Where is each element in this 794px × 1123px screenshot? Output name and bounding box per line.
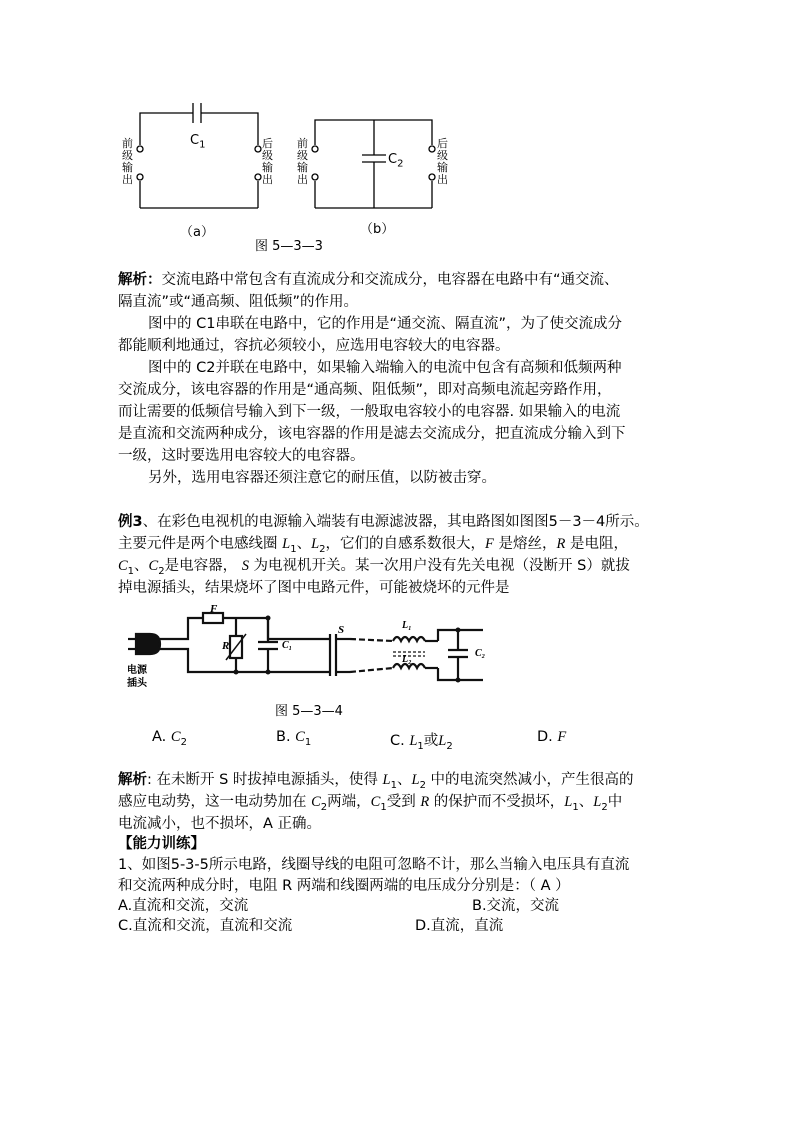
analysis1-line8: 是直流和交流两种成分，该电容器的作用是滤去交流成分，把直流成分输入到下 — [118, 426, 626, 442]
analysis1-line2: 隔直流”或“通高频、阻低频”的作用。 — [118, 294, 359, 310]
c2-label: C₂ — [475, 648, 486, 659]
l1-label: L₁ — [402, 620, 412, 631]
plug-label: 电源 — [127, 665, 147, 676]
question1-option-d: D.直流，直流 — [415, 918, 504, 934]
l2-label: L₂ — [402, 654, 412, 665]
analysis2-line1: 解析: 在未断开 S 时拔掉电源插头，使得 $L_1$、$L_2$ 中的电流突然减小，产生很高的 — [118, 772, 634, 791]
caption-a: （a） — [180, 225, 214, 240]
option-d: D. F — [537, 729, 567, 745]
analysis1-line9: 一级，这时要选用电容较大的电容器。 — [118, 448, 365, 464]
example3-line1: 例3、在彩色电视机的电源输入端装有电源滤波器，其电路图如图图5－3－4所示。 — [118, 514, 649, 530]
switch-label: S — [338, 624, 345, 636]
plug-label-2: 插头 — [127, 678, 147, 689]
analysis2-line2: 感应电动势，这一电动势加在 $C_2$两端，$C_1$受到 R 的保护而不受损坏，$L_1$、$L_2$中 — [118, 794, 623, 813]
question1-option-a: A.直流和交流，交流 — [118, 898, 249, 914]
option-b: B. $C_1$ — [276, 729, 312, 748]
option-c: C. $L_1$或$L_2$ — [390, 733, 453, 752]
analysis1-line7: 而让需要的低频信号输入到下一级，一般取电容较小的电容器. 如果输入的电流 — [118, 404, 621, 420]
example3-line3: $C_1$、$C_2$是电容器， S 为电视机开关。某一次用户没有先关电视（没断开 S）就拔 — [118, 558, 630, 577]
output-label-a: 后级输出 — [262, 137, 273, 186]
fuse-label: F — [210, 603, 218, 615]
figure-5-3-4 — [118, 604, 486, 690]
question1-option-c: C.直流和交流，直流和交流 — [118, 918, 293, 934]
option-a: A. $C_2$ — [152, 729, 187, 748]
input-label-a: 前级输出 — [122, 137, 133, 186]
capacitor-c2-label: $C_2$ — [388, 152, 404, 170]
figure-5-3-3 — [118, 98, 463, 258]
analysis1-line6: 交流成分，该电容器的作用是“通高频、阻低频”，即对高频电流起旁路作用， — [118, 382, 612, 398]
analysis1-line1: 解析：交流电路中常包含有直流成分和交流成分，电容器在电路中有“通交流、 — [118, 272, 619, 288]
question1-line1: 1、如图5-3-5所示电路，线圈导线的电阻可忽略不计，那么当输入电压具有直流 — [118, 857, 630, 873]
caption-b: （b） — [360, 222, 395, 237]
figure-caption-5-3-3: 图 5—3—3 — [255, 239, 323, 254]
input-label-b: 前级输出 — [297, 137, 308, 186]
analysis2-line3: 电流减小，也不损坏，A 正确。 — [118, 816, 322, 832]
analysis1-line3: 图中的 C1串联在电路中，它的作用是“通交流、隔直流”，为了使交流成分 — [148, 316, 622, 332]
analysis1-line4: 都能顺利地通过，容抗必须较小，应选用电容较大的电容器。 — [118, 338, 510, 354]
analysis1-line10: 另外，选用电容器还须注意它的耐压值，以防被击穿。 — [148, 470, 496, 486]
figure-caption-5-3-4: 图 5—3—4 — [275, 704, 343, 719]
example3-line4: 掉电源插头，结果烧坏了图中电路元件，可能被烧坏的元件是 — [118, 580, 510, 596]
c1-label: C₁ — [282, 640, 293, 651]
analysis1-line5: 图中的 C2并联在电路中，如果输入端输入的电流中包含有高频和低频两种 — [148, 360, 622, 376]
question1-line2: 和交流两种成分时，电阻 R 两端和线圈两端的电压成分分别是：（ A ） — [118, 878, 570, 894]
capacitor-c1-label: $C_1$ — [190, 133, 206, 151]
output-label-b: 后级输出 — [437, 137, 448, 186]
example3-line2: 主要元件是两个电感线圈 $L_1$、$L_2$，它们的自感系数很大，F 是熔丝，R 是电阻， — [118, 536, 628, 555]
resistor-label: R — [222, 640, 230, 652]
training-heading: 【能力训练】 — [118, 836, 205, 852]
question1-option-b: B.交流，交流 — [472, 898, 560, 914]
